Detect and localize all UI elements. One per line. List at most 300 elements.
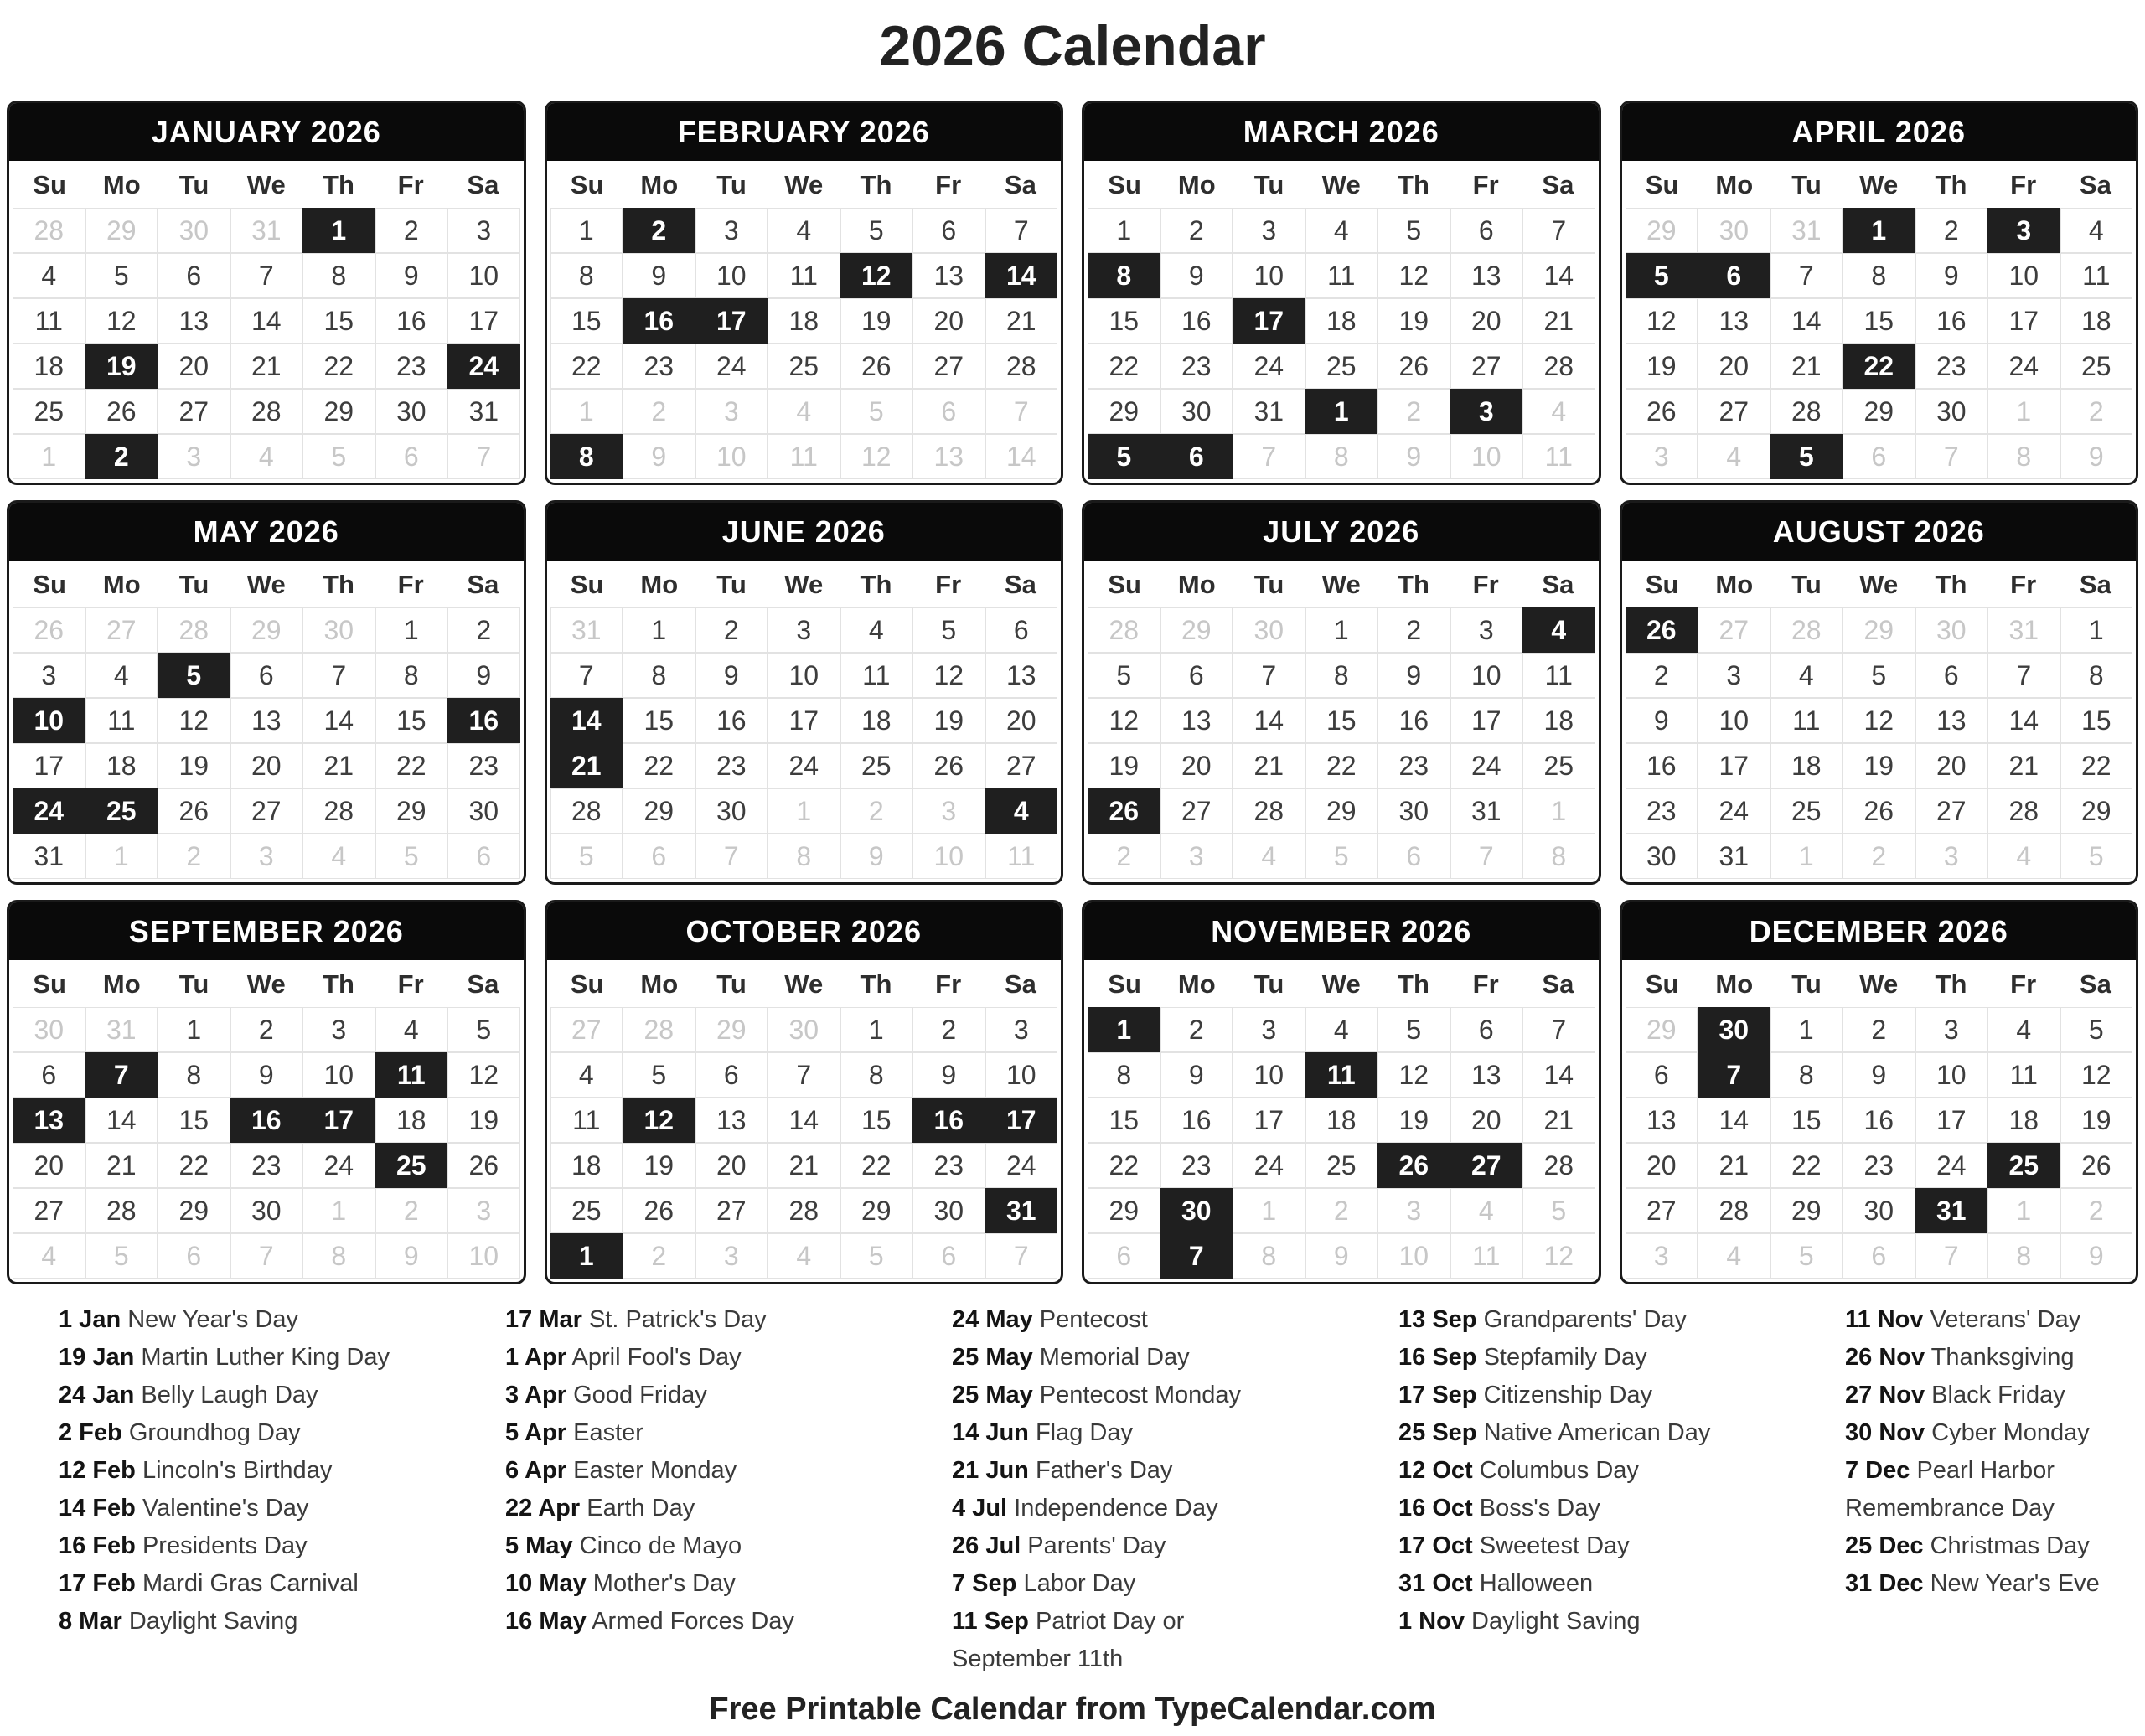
day-cell: 1 xyxy=(1233,1189,1305,1232)
day-cell: 8 xyxy=(303,254,375,297)
weekday-label: Tu xyxy=(716,969,747,999)
legend-item-name: Independence Day xyxy=(1014,1495,1218,1522)
day-cell: 31 xyxy=(1451,789,1522,833)
day-cell: 7 xyxy=(1523,209,1595,252)
day-cell: 30 xyxy=(1843,1189,1915,1232)
day-cell: 29 xyxy=(86,209,158,252)
legend-item-name: Flag Day xyxy=(1035,1419,1133,1446)
day-cell: 29 xyxy=(1626,209,1698,252)
day-cell: 15 xyxy=(1088,299,1160,343)
day-cell: 18 xyxy=(1988,1098,2060,1142)
legend-item-date: 22 Apr xyxy=(505,1495,581,1522)
day-cell: 7 xyxy=(768,1053,840,1097)
day-cell: 1 xyxy=(13,435,85,478)
legend-item xyxy=(1845,1452,2137,1527)
day-cell: 29 xyxy=(303,390,375,433)
day-cell: 6 xyxy=(986,608,1057,652)
legend-item-name: Christmas Day xyxy=(1930,1532,2090,1559)
day-cell: 3 xyxy=(986,1008,1057,1051)
day-cell: 6 xyxy=(1378,834,1450,878)
day-cell: 29 xyxy=(1306,789,1377,833)
day-cell: 17 xyxy=(448,299,519,343)
day-cell: 4 xyxy=(768,209,840,252)
weekday-label: Fr xyxy=(397,170,424,199)
day-cell: 3 xyxy=(1626,1234,1698,1278)
day-cell: 3 xyxy=(1626,435,1698,478)
day-cell: 3 xyxy=(1451,608,1522,652)
weekday-label: Tu xyxy=(1253,170,1284,199)
legend-item-date: 31 Oct xyxy=(1398,1570,1473,1597)
day-cell: 21 xyxy=(231,344,302,388)
legend-item xyxy=(952,1603,1304,1678)
legend-item xyxy=(59,1377,411,1414)
day-cell: 18 xyxy=(2061,299,2132,343)
legend-item-name: St. Patrick's Day xyxy=(588,1306,767,1333)
weekday-label: We xyxy=(784,969,824,999)
day-cell: 8 xyxy=(551,254,623,297)
day-cell: 27 xyxy=(158,390,230,433)
day-cell: 28 xyxy=(1088,608,1160,652)
legend-item xyxy=(505,1339,857,1377)
day-cell-highlighted: 4 xyxy=(986,789,1057,833)
day-cell: 2 xyxy=(1843,1008,1915,1051)
weekday-row xyxy=(9,960,524,1005)
day-cell: 12 xyxy=(2061,1053,2132,1097)
day-cell: 22 xyxy=(1088,1144,1160,1187)
day-cell: 30 xyxy=(1916,390,1987,433)
day-cell: 3 xyxy=(13,654,85,697)
legend-item-name: Belly Laugh Day xyxy=(141,1382,318,1408)
legend-item-name: Lincoln's Birthday xyxy=(142,1457,333,1484)
day-cell: 24 xyxy=(1916,1144,1987,1187)
legend-item xyxy=(59,1301,411,1339)
weekday-label: Fr xyxy=(397,969,424,999)
day-cell-highlighted: 26 xyxy=(1378,1144,1450,1187)
day-cell: 21 xyxy=(1233,744,1305,788)
day-cell: 8 xyxy=(1233,1234,1305,1278)
legend-item-name: New Year's Eve xyxy=(1930,1570,2100,1597)
day-cell: 5 xyxy=(841,209,912,252)
day-cell: 2 xyxy=(1306,1189,1377,1232)
day-cell: 12 xyxy=(1088,699,1160,742)
weekday-row xyxy=(9,161,524,206)
day-cell: 20 xyxy=(231,744,302,788)
month-card-may xyxy=(7,500,526,885)
day-cell: 6 xyxy=(1843,1234,1915,1278)
day-cell: 9 xyxy=(1626,699,1698,742)
day-cell: 14 xyxy=(986,435,1057,478)
legend-item-name: Mardi Gras Carnival xyxy=(142,1570,359,1597)
day-cell: 11 xyxy=(1523,435,1595,478)
legend-item-date: 5 May xyxy=(505,1532,573,1559)
day-cell: 9 xyxy=(696,654,768,697)
weekday-label: Sa xyxy=(467,170,499,199)
day-cell: 18 xyxy=(1306,1098,1377,1142)
day-cell: 13 xyxy=(986,654,1057,697)
legend-item-name: Citizenship Day xyxy=(1483,1382,1653,1408)
legend-item-name: Presidents Day xyxy=(142,1532,308,1559)
weekday-label: Mo xyxy=(102,570,141,599)
day-cell: 8 xyxy=(1771,1053,1843,1097)
legend-item-name: Memorial Day xyxy=(1039,1344,1190,1371)
legend-item-date: 6 Apr xyxy=(505,1457,567,1484)
day-cell: 6 xyxy=(913,390,985,433)
day-cell: 13 xyxy=(1698,299,1770,343)
day-cell: 10 xyxy=(1451,435,1522,478)
day-cell: 31 xyxy=(1771,209,1843,252)
day-cell: 26 xyxy=(448,1144,519,1187)
weekday-label: Fr xyxy=(935,170,962,199)
day-cell: 14 xyxy=(303,699,375,742)
day-cell: 23 xyxy=(1626,789,1698,833)
day-cell: 1 xyxy=(1988,1189,2060,1232)
day-cell: 29 xyxy=(2061,789,2132,833)
day-cell-highlighted: 5 xyxy=(1771,435,1843,478)
day-cell: 20 xyxy=(158,344,230,388)
day-cell: 30 xyxy=(448,789,519,833)
day-cell: 23 xyxy=(913,1144,985,1187)
weekday-label: Fr xyxy=(2010,969,2037,999)
day-cell: 1 xyxy=(86,834,158,878)
day-cell-highlighted: 8 xyxy=(1088,254,1160,297)
day-cell: 5 xyxy=(841,1234,912,1278)
legend-item-date: 8 Mar xyxy=(59,1608,122,1635)
day-cell: 12 xyxy=(158,699,230,742)
day-cell: 20 xyxy=(913,299,985,343)
day-cell: 8 xyxy=(1523,834,1595,878)
weekday-label: Mo xyxy=(640,969,679,999)
day-cell: 3 xyxy=(158,435,230,478)
day-cell: 12 xyxy=(841,435,912,478)
day-cell: 8 xyxy=(841,1053,912,1097)
weekday-label: Sa xyxy=(2079,570,2111,599)
legend-item-name: Pearl Harbor Remembrance Day xyxy=(1845,1457,2055,1522)
day-cell: 2 xyxy=(913,1008,985,1051)
day-cell: 15 xyxy=(376,699,447,742)
day-cell: 2 xyxy=(448,608,519,652)
day-cell: 2 xyxy=(841,789,912,833)
day-cell: 1 xyxy=(1306,608,1377,652)
day-cell: 7 xyxy=(986,390,1057,433)
day-cell: 8 xyxy=(623,654,695,697)
day-cell: 28 xyxy=(1771,390,1843,433)
legend-item-date: 25 May xyxy=(952,1344,1033,1371)
day-cell: 15 xyxy=(1088,1098,1160,1142)
day-cell: 9 xyxy=(448,654,519,697)
legend-item xyxy=(1398,1301,1750,1339)
day-cell: 5 xyxy=(86,1234,158,1278)
day-cell: 4 xyxy=(551,1053,623,1097)
days-grid xyxy=(9,1005,524,1282)
day-cell: 16 xyxy=(1161,299,1233,343)
weekday-label: Fr xyxy=(1472,570,1499,599)
weekday-label: Su xyxy=(570,170,604,199)
day-cell: 5 xyxy=(448,1008,519,1051)
day-cell: 29 xyxy=(1088,390,1160,433)
legend-column xyxy=(1845,1301,2137,1678)
day-cell: 7 xyxy=(303,654,375,697)
day-cell: 7 xyxy=(1916,435,1987,478)
legend-item-date: 26 Nov xyxy=(1845,1344,1925,1371)
month-title: MAY 2026 xyxy=(9,503,524,561)
legend-item-name: Easter xyxy=(573,1419,644,1446)
day-cell: 7 xyxy=(1451,834,1522,878)
day-cell: 4 xyxy=(1698,1234,1770,1278)
days-grid xyxy=(9,606,524,882)
legend-item-name: Armed Forces Day xyxy=(592,1608,794,1635)
day-cell: 15 xyxy=(1771,1098,1843,1142)
day-cell: 29 xyxy=(1771,1189,1843,1232)
day-cell: 8 xyxy=(2061,654,2132,697)
holiday-legend xyxy=(0,1284,2145,1678)
day-cell: 30 xyxy=(158,209,230,252)
month-card-july xyxy=(1082,500,1601,885)
day-cell: 28 xyxy=(768,1189,840,1232)
month-title: OCTOBER 2026 xyxy=(547,902,1062,960)
day-cell: 6 xyxy=(231,654,302,697)
weekday-row xyxy=(1084,161,1599,206)
day-cell: 31 xyxy=(13,834,85,878)
legend-item xyxy=(952,1565,1304,1603)
day-cell: 25 xyxy=(1771,789,1843,833)
day-cell: 4 xyxy=(841,608,912,652)
day-cell: 22 xyxy=(158,1144,230,1187)
legend-item-date: 21 Jun xyxy=(952,1457,1029,1484)
day-cell: 10 xyxy=(1233,254,1305,297)
weekday-label: We xyxy=(784,570,824,599)
day-cell: 17 xyxy=(768,699,840,742)
day-cell: 6 xyxy=(913,209,985,252)
day-cell: 4 xyxy=(1451,1189,1522,1232)
day-cell: 27 xyxy=(1916,789,1987,833)
day-cell: 10 xyxy=(448,1234,519,1278)
day-cell: 9 xyxy=(1306,1234,1377,1278)
day-cell-highlighted: 5 xyxy=(1626,254,1698,297)
day-cell: 3 xyxy=(1916,834,1987,878)
day-cell: 29 xyxy=(623,789,695,833)
legend-item-name: Valentine's Day xyxy=(142,1495,309,1522)
day-cell: 27 xyxy=(551,1008,623,1051)
day-cell: 7 xyxy=(986,1234,1057,1278)
day-cell: 11 xyxy=(1988,1053,2060,1097)
day-cell-highlighted: 11 xyxy=(376,1053,447,1097)
day-cell: 23 xyxy=(623,344,695,388)
day-cell: 30 xyxy=(231,1189,302,1232)
day-cell: 9 xyxy=(623,254,695,297)
legend-item-date: 24 May xyxy=(952,1306,1033,1333)
weekday-label: Th xyxy=(860,969,892,999)
weekday-row xyxy=(1622,161,2137,206)
legend-item xyxy=(505,1490,857,1527)
day-cell-highlighted: 10 xyxy=(13,699,85,742)
legend-item xyxy=(952,1414,1304,1452)
day-cell: 5 xyxy=(1378,1008,1450,1051)
legend-item-date: 7 Dec xyxy=(1845,1457,1910,1484)
day-cell: 19 xyxy=(1626,344,1698,388)
day-cell: 11 xyxy=(1523,654,1595,697)
legend-item-date: 7 Sep xyxy=(952,1570,1017,1597)
day-cell: 4 xyxy=(303,834,375,878)
day-cell: 10 xyxy=(696,435,768,478)
legend-item xyxy=(59,1565,411,1603)
weekday-label: Sa xyxy=(1542,170,1574,199)
day-cell: 8 xyxy=(158,1053,230,1097)
weekday-label: Mo xyxy=(1715,570,1754,599)
weekday-row xyxy=(9,561,524,606)
day-cell: 30 xyxy=(1161,390,1233,433)
weekday-label: Mo xyxy=(640,570,679,599)
day-cell: 12 xyxy=(1378,1053,1450,1097)
day-cell: 5 xyxy=(2061,834,2132,878)
month-title: APRIL 2026 xyxy=(1622,103,2137,161)
day-cell: 24 xyxy=(1233,1144,1305,1187)
day-cell: 11 xyxy=(768,254,840,297)
legend-item-date: 12 Oct xyxy=(1398,1457,1473,1484)
weekday-label: Tu xyxy=(1791,570,1822,599)
day-cell: 9 xyxy=(841,834,912,878)
day-cell-highlighted: 4 xyxy=(1523,608,1595,652)
day-cell-highlighted: 7 xyxy=(1161,1234,1233,1278)
day-cell: 6 xyxy=(913,1234,985,1278)
day-cell: 4 xyxy=(768,1234,840,1278)
day-cell: 24 xyxy=(1698,789,1770,833)
day-cell: 14 xyxy=(1523,254,1595,297)
day-cell: 13 xyxy=(1161,699,1233,742)
day-cell: 2 xyxy=(1088,834,1160,878)
day-cell: 3 xyxy=(303,1008,375,1051)
day-cell: 2 xyxy=(1161,1008,1233,1051)
day-cell: 18 xyxy=(768,299,840,343)
day-cell: 13 xyxy=(1451,1053,1522,1097)
day-cell: 3 xyxy=(1698,654,1770,697)
day-cell: 23 xyxy=(448,744,519,788)
day-cell: 31 xyxy=(1988,608,2060,652)
legend-item xyxy=(59,1490,411,1527)
day-cell: 14 xyxy=(1233,699,1305,742)
legend-item xyxy=(1398,1603,1750,1640)
day-cell: 31 xyxy=(86,1008,158,1051)
weekday-label: Th xyxy=(1935,170,1967,199)
weekday-label: Mo xyxy=(1715,170,1754,199)
day-cell: 9 xyxy=(1843,1053,1915,1097)
day-cell: 7 xyxy=(1523,1008,1595,1051)
day-cell: 6 xyxy=(1088,1234,1160,1278)
day-cell: 21 xyxy=(1523,1098,1595,1142)
day-cell: 1 xyxy=(551,390,623,433)
day-cell: 2 xyxy=(2061,390,2132,433)
legend-column xyxy=(952,1301,1398,1678)
day-cell: 10 xyxy=(1698,699,1770,742)
day-cell-highlighted: 6 xyxy=(1161,435,1233,478)
day-cell: 6 xyxy=(1916,654,1987,697)
day-cell: 1 xyxy=(303,1189,375,1232)
day-cell-highlighted: 25 xyxy=(86,789,158,833)
day-cell: 7 xyxy=(1771,254,1843,297)
day-cell: 28 xyxy=(986,344,1057,388)
weekday-label: Su xyxy=(1645,969,1679,999)
legend-item-date: 17 Feb xyxy=(59,1570,136,1597)
legend-item xyxy=(1398,1565,1750,1603)
day-cell: 26 xyxy=(13,608,85,652)
legend-item xyxy=(505,1452,857,1490)
weekday-label: Tu xyxy=(716,570,747,599)
day-cell-highlighted: 7 xyxy=(1698,1053,1770,1097)
day-cell: 5 xyxy=(1771,1234,1843,1278)
legend-item-name: Labor Day xyxy=(1023,1570,1136,1597)
legend-item xyxy=(59,1414,411,1452)
day-cell: 21 xyxy=(1988,744,2060,788)
weekday-row xyxy=(547,960,1062,1005)
day-cell: 12 xyxy=(1843,699,1915,742)
day-cell: 1 xyxy=(551,209,623,252)
day-cell: 29 xyxy=(158,1189,230,1232)
day-cell: 29 xyxy=(231,608,302,652)
day-cell: 14 xyxy=(231,299,302,343)
day-cell: 21 xyxy=(1523,299,1595,343)
days-grid xyxy=(547,206,1062,483)
day-cell-highlighted: 17 xyxy=(986,1098,1057,1142)
day-cell: 3 xyxy=(696,1234,768,1278)
legend-item-date: 4 Jul xyxy=(952,1495,1008,1522)
weekday-label: We xyxy=(246,570,286,599)
legend-item-date: 2 Feb xyxy=(59,1419,122,1446)
day-cell: 28 xyxy=(1523,1144,1595,1187)
day-cell-highlighted: 3 xyxy=(1988,209,2060,252)
day-cell: 12 xyxy=(913,654,985,697)
day-cell: 6 xyxy=(1451,1008,1522,1051)
day-cell: 30 xyxy=(1698,209,1770,252)
day-cell: 2 xyxy=(1626,654,1698,697)
legend-item xyxy=(59,1603,411,1640)
month-card-september xyxy=(7,900,526,1284)
day-cell: 12 xyxy=(1378,254,1450,297)
day-cell: 25 xyxy=(1523,744,1595,788)
legend-item-date: 13 Sep xyxy=(1398,1306,1477,1333)
legend-item-name: Black Friday xyxy=(1931,1382,2065,1408)
day-cell: 22 xyxy=(551,344,623,388)
day-cell: 11 xyxy=(1771,699,1843,742)
day-cell: 31 xyxy=(231,209,302,252)
day-cell: 31 xyxy=(448,390,519,433)
weekday-label: We xyxy=(784,170,824,199)
weekday-label: Su xyxy=(1108,570,1141,599)
day-cell: 11 xyxy=(1306,254,1377,297)
day-cell-highlighted: 1 xyxy=(551,1234,623,1278)
day-cell: 21 xyxy=(1771,344,1843,388)
day-cell: 9 xyxy=(376,1234,447,1278)
day-cell: 1 xyxy=(1088,209,1160,252)
weekday-label: Th xyxy=(860,170,892,199)
legend-item xyxy=(1398,1339,1750,1377)
weekday-label: Tu xyxy=(178,170,209,199)
month-card-april xyxy=(1620,101,2139,485)
day-cell: 18 xyxy=(551,1144,623,1187)
day-cell: 2 xyxy=(2061,1189,2132,1232)
month-title: MARCH 2026 xyxy=(1084,103,1599,161)
day-cell-highlighted: 16 xyxy=(913,1098,985,1142)
legend-item-name: Easter Monday xyxy=(573,1457,737,1484)
day-cell: 20 xyxy=(13,1144,85,1187)
weekday-label: We xyxy=(1321,170,1361,199)
day-cell: 22 xyxy=(376,744,447,788)
days-grid xyxy=(547,1005,1062,1282)
legend-column xyxy=(59,1301,505,1678)
legend-item-name: New Year's Day xyxy=(127,1306,299,1333)
day-cell: 6 xyxy=(13,1053,85,1097)
day-cell: 18 xyxy=(376,1098,447,1142)
day-cell: 10 xyxy=(1378,1234,1450,1278)
legend-item-date: 1 Jan xyxy=(59,1306,121,1333)
